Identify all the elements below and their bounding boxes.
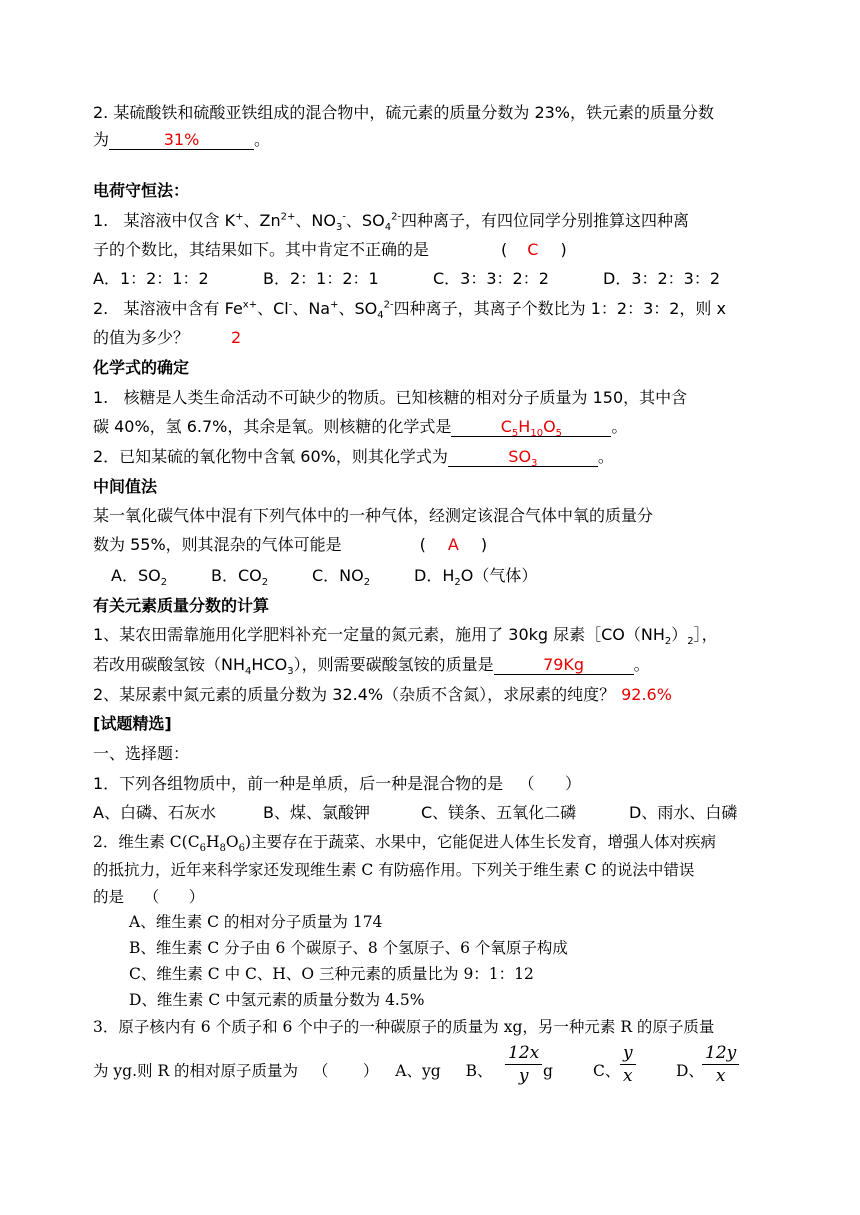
answer-text: 92.6% [621,685,672,704]
charge-q2-line2: 的值为多少？ 2 [93,328,242,347]
answer-blank [451,417,611,440]
middle-line2: 数为 55%，则其混杂的气体可能是 ( A ) [93,535,488,554]
option-d: D、雨水、白磷 [629,803,738,822]
selected-q3-line2: 为 yg.则 R 的相对原子质量为 （ ） A、yg B、 [93,1062,493,1080]
middle-line1: 某一氧化碳气体中混有下列气体中的一种气体，经测定该混合气体中氧的质量分 [93,506,654,525]
option-d: D．3：2：3：2 [603,269,721,288]
charge-q1-line2: 子的个数比，其结果如下。其中肯定不正确的是 ( C ) [93,240,567,259]
option-a: A．$SO_2$ [111,566,168,589]
option-d: D．$H_2O$（气体） [414,566,538,589]
answer-blank [448,447,598,470]
selected-q2-option-a: A、维生素 C 的相对分子质量为 174 [129,913,383,931]
option-c: C．3：3：2：2 [433,269,549,288]
selected-q1: 1．下列各组物质中，前一种是单质，后一种是混合物的是 （ ） [93,774,581,793]
selected-q2-option-c: C、维生素 C 中 C、H、O 三种元素的质量比为 9：1：12 [129,965,534,983]
answer-text: 2 [231,328,242,347]
answer-text: A [447,535,459,554]
answer-text: 79Kg [543,655,585,674]
section-heading-formula: 化学式的确定 [93,358,190,377]
charge-q1-line1: 1. 某溶液中仅含 K+、$Zn^{2+}$、$NO_3^-$、$SO_4^{2-}$四种离子，有四位同学分别推算这四种离 [93,211,690,234]
selected-q3-line1: 3．原子核内有 6 个质子和 6 个中子的一种碳原子的质量为 xg，另一种元素 R 的原子质量 [93,1018,715,1036]
section-choice: 一、选择题： [93,744,190,763]
option-c-label: C、 [593,1062,621,1080]
answer-blank [109,131,254,150]
option-c: C．$NO_2$ [312,566,371,589]
option-a: A、yg [395,1062,441,1080]
question-mass-fraction-line2: 为 31% 。 [93,130,271,149]
option-b: B、煤、氯酸钾 [263,803,370,822]
option-b: B．$CO_2$ [211,566,269,589]
selected-q2-line3: 的是 （ ） [93,888,205,906]
element-q1-line2: 若改用碳酸氢铵$(NH_4HCO_3)$，则需要碳酸氢铵的质量是 79Kg 。 [93,655,650,678]
option-d-fraction: $\frac{12y}{x}$ [702,1042,739,1087]
option-a: A、白磷、石灰水 [93,803,216,822]
option-c-fraction: $\frac{y}{x}$ [620,1042,636,1087]
option-a: A．1：2：1：2 [93,269,209,288]
formula-q1-line1: 1. 核糖是人类生命活动不可缺少的物质。已知核糖的相对分子质量为 150，其中含 [93,388,688,407]
option-c: C、镁条、五氧化二磷 [421,803,577,822]
selected-q1-options [93,803,737,823]
middle-options [111,566,538,589]
formula-q1-line2: 碳 40%，氢 6.7%，其余是氧。则核糖的化学式是 $C_5H_{10}O_5$ 。 [93,417,628,440]
section-heading-element-mass: 有关元素质量分数的计算 [93,596,270,615]
answer-formula: $C_5H_{10}O_5$ [500,417,563,440]
charge-q1-options [93,269,720,289]
selected-q2-line2: 的抵抗力，近年来科学家还发现维生素 C 有防癌作用。下列关于维生素 C 的说法中错误 [93,861,695,879]
answer-text: C [527,240,539,259]
formula-q2: 2．已知某硫的氧化物中含氧 60%，则其化学式为 $SO_3$ 。 [93,447,614,470]
selected-q2-option-b: B、维生素 C 分子由 6 个碳原子、8 个氢原子、6 个氧原子构成 [129,939,568,957]
answer-formula: $SO_3$ [508,447,538,470]
option-b-fraction: $\frac{12x}{y}$ [505,1042,542,1087]
question-mass-fraction-line1: 2. 某硫酸铁和硫酸亚铁组成的混合物中，硫元素的质量分数为 23%，铁元素的质量分数 [93,103,715,122]
answer-text: 31% [163,130,200,149]
element-q1-line1: 1、某农田需靠施用化学肥料补充一定量的氮元素，施用了 30kg 尿素$[CO(NH_2)_2]$， [93,625,718,648]
option-d-label: D、 [676,1062,704,1080]
selected-q2-line1: 2．维生素 $C(C_6H_8O_6)$主要存在于蔬菜、水果中，它能促进人体生长发育，增强人体对疾病 [93,833,716,855]
section-heading-selected: [试题精选] [93,714,172,733]
charge-q2-line1: 2. 某溶液中含有 $Fe^{x+}$、Cl-、Na+、$SO_4^{2-}$四种离子，其离子个数比为 1：2：3：2，则 x [93,299,726,322]
option-b: B．2：1：2：1 [263,269,379,288]
option-b-unit: g [543,1062,553,1080]
answer-blank [494,656,634,675]
section-heading-middle: 中间值法 [93,477,158,496]
section-heading-charge: 电荷守恒法： [93,181,190,200]
element-q2: 2、某尿素中氮元素的质量分数为 32.4%（杂质不含氮），求尿素的纯度？ 92.6% [93,685,672,704]
selected-q2-option-d: D、维生素 C 中氢元素的质量分数为 4.5% [129,991,425,1009]
option-b: B、 [465,1062,493,1080]
